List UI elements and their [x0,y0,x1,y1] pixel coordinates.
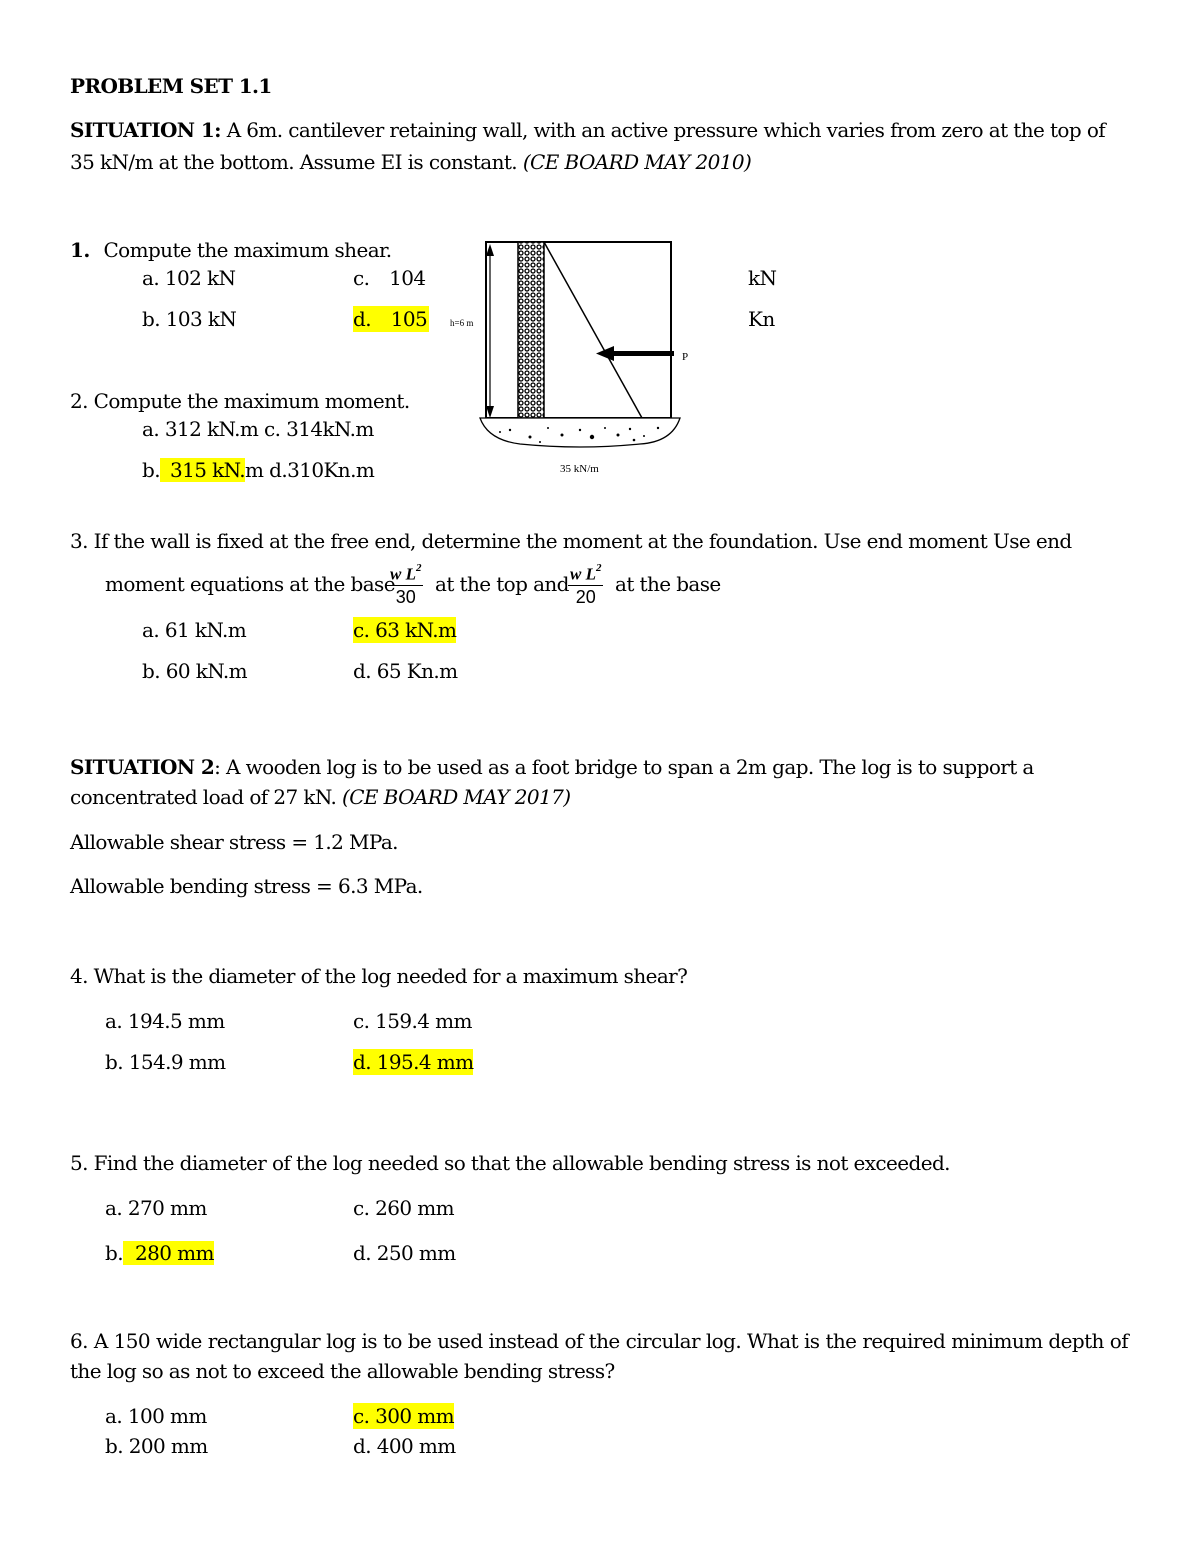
q6-option-c-answer: c. 300 mm [353,1404,454,1428]
q1-option-c-letter: c. [353,266,370,290]
q4-option-c: c. 159.4 mm [353,1009,472,1033]
q2-options-b-d [142,457,374,483]
situation-1-description: A 6m. cantilever retaining wall, with an active pressure which varies from zero at the top of [226,118,1106,142]
q1-option-d-answer [353,306,429,332]
question-2: 2. Compute the maximum moment. [70,389,410,413]
arrow-left-icon [596,346,614,361]
q1-unit-kn: kN [748,266,777,290]
question-1 [70,237,392,263]
q5-option-b-answer: 280 mm [123,1241,214,1265]
q1-option-a: a. 102 kN [142,266,236,290]
fraction-1-exponent: 2 [415,562,422,574]
q3-option-d: d. 65 Kn.m [353,659,458,683]
q5-option-a: a. 270 mm [105,1196,207,1220]
q4-option-a: a. 194.5 mm [105,1009,225,1033]
situation-2-description: : A wooden log is to be used as a foot bridge to span a 2m gap. The log is to support a [214,755,1034,779]
q3-option-c-answer: c. 63 kN.m [353,618,457,642]
q4-option-b: b. 154.9 mm [105,1050,226,1074]
fraction-1-num-text: w L [390,564,416,584]
q4-option-d-answer: d. 195.4 mm [353,1050,474,1074]
q5-option-b-letter: b. [105,1241,123,1265]
q1-option-c [353,265,426,291]
q3-option-a: a. 61 kN.m [142,618,247,642]
situation-2-text [70,752,1128,782]
allowable-shear-stress: Allowable shear stress = 1.2 MPa. [70,830,398,854]
arrow-up-icon [486,244,494,256]
question-3-line2-start: moment equations at the base [105,572,395,596]
question-5: 5. Find the diameter of the log needed so that the allowable bending stress is not exceeded. [70,1151,950,1175]
q5-option-c: c. 260 mm [353,1196,454,1220]
q1-option-d-letter: d. [353,307,371,331]
situation-2-label: SITUATION 2 [70,755,215,779]
situation-2-line2-text: concentrated load of 27 kN. [70,785,337,809]
page-title: PROBLEM SET 1.1 [70,74,272,98]
wall-stem [518,242,544,418]
question-3-line1: 3. If the wall is fixed at the free end, determine the moment at the foundation. Use end moment Use end [70,529,1072,553]
situation-1-line2-text: 35 kN/m at the bottom. Assume EI is constant. [70,150,518,174]
q1-unit-kn-alt: Kn [748,307,775,331]
question-3-mid: at the top and [435,572,569,596]
q6-option-d: d. 400 mm [353,1434,456,1458]
q2-option-b-rest: m d.310Kn.m [245,458,375,482]
q6-option-b: b. 200 mm [105,1434,208,1458]
foundation-soil [480,418,680,447]
q3-option-b: b. 60 kN.m [142,659,247,683]
situation-2-line2 [70,784,570,810]
pressure-diagram-line [544,242,642,418]
resultant-force-shaft [610,351,674,356]
question-6: 6. A 150 wide rectangular log is to be used instead of the circular log. What is the required minimum depth of the log so as not to exceed the allowable bending stress? [70,1329,1128,1383]
situation-1-text [70,115,1128,145]
situation-1-line2 [70,149,751,175]
fraction-1-denominator: 30 [395,586,416,607]
arrow-down-icon [486,406,494,418]
fraction-2-denominator: 20 [575,586,596,607]
q5-option-d: d. 250 mm [353,1241,456,1265]
fraction-2-numerator [568,560,603,586]
wall-outline [486,242,671,418]
question-4: 4. What is the diameter of the log needed for a maximum shear? [70,964,688,988]
q5-option-b [105,1240,214,1266]
situation-1-label: SITUATION 1: [70,118,221,142]
q2-option-b-answer: 315 kN. [160,458,245,482]
retaining-wall-diagram [440,232,700,482]
q1-option-c-value: 104 [389,266,426,290]
q6-option-a: a. 100 mm [105,1404,207,1428]
fraction-wl2-over-20 [568,560,603,608]
q2-options-a-c: a. 312 kN.m c. 314kN.m [142,417,374,441]
force-label: P [682,351,689,363]
fraction-2-num-text: w L [570,564,596,584]
fraction-2-exponent: 2 [595,562,602,574]
fraction-1-numerator [388,560,423,586]
height-label: h=6 m [450,318,474,328]
load-label: 35 kN/m [560,463,599,475]
situation-1-source: (CE BOARD MAY 2010) [522,150,752,174]
allowable-bending-stress: Allowable bending stress = 6.3 MPa. [70,874,423,898]
q1-option-b: b. 103 kN [142,307,237,331]
situation-2-source: (CE BOARD MAY 2017) [342,785,571,809]
q2-option-b-letter: b. [142,458,160,482]
question-3-end: at the base [615,572,721,596]
fraction-wl2-over-30 [388,560,423,608]
question-1-number: 1. [70,238,90,262]
q1-option-d-value: 105 [390,307,428,331]
question-1-text: Compute the maximum shear. [103,238,392,262]
